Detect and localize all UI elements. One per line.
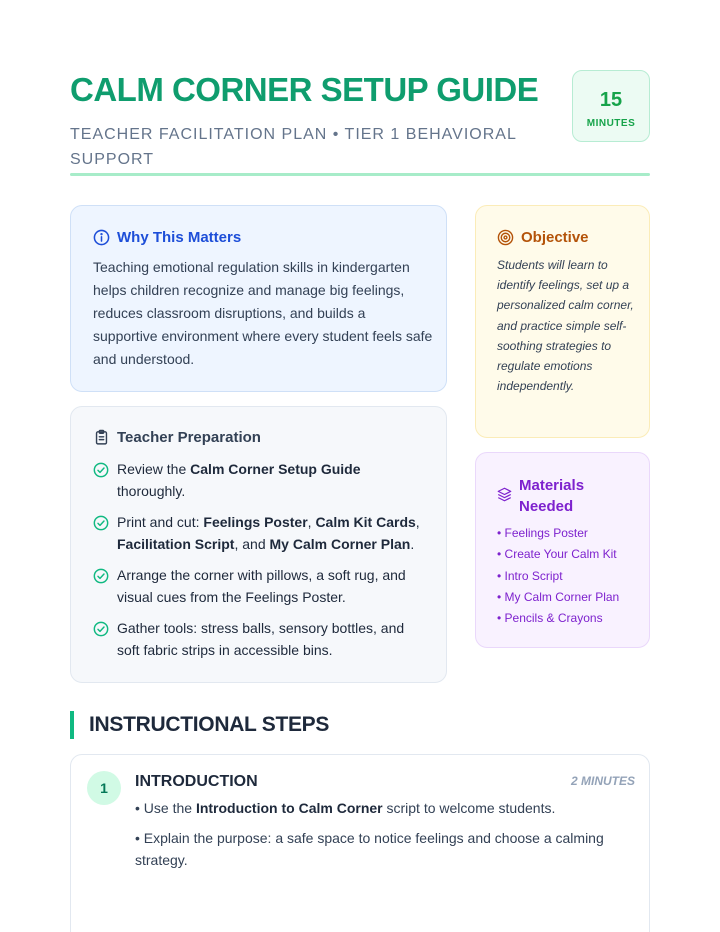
materials-list: [497, 523, 619, 629]
prep-item: [93, 565, 428, 608]
materials-card: [475, 452, 650, 648]
layers-icon: [497, 487, 512, 502]
prep-item-text: [117, 565, 428, 608]
material-item: • Pencils & Crayons: [497, 611, 603, 626]
prep-item-text: [117, 618, 428, 661]
prep-heading: [93, 429, 261, 446]
material-item: • Create Your Calm Kit: [497, 547, 617, 562]
step-time: 2 MINUTES: [570, 774, 635, 788]
text-run: Gather tools: stress balls, sensory bottles, and soft fabric strips in accessible bins.: [117, 620, 405, 658]
check-circle-icon: [93, 515, 109, 531]
why-card: [70, 205, 447, 392]
section-title: INSTRUCTIONAL STEPS: [70, 711, 329, 739]
duration-badge: [572, 70, 650, 142]
text-run: Print and cut:: [117, 514, 204, 530]
text-run: , and: [234, 535, 270, 552]
text-run: Review the: [117, 461, 191, 477]
text-run: ,: [415, 514, 420, 530]
prep-card: [70, 406, 447, 683]
duration-value: 15: [599, 89, 623, 111]
clipboard-icon: [93, 429, 110, 446]
text-run: • Explain the purpose: a safe space to notice feelings and choose a calming strategy.: [135, 830, 604, 868]
info-icon: [93, 229, 110, 246]
check-circle-icon: [93, 568, 109, 584]
bold-text: Calm Kit Cards: [315, 514, 416, 530]
text-run: • Use the: [135, 800, 196, 816]
prep-item-text: [117, 459, 428, 502]
check-circle-icon: [93, 621, 109, 637]
objective-card: [475, 205, 650, 438]
page-subtitle: TEACHER FACILITATION PLAN • TIER 1 BEHAVIORAL SUPPORT: [70, 126, 517, 168]
bold-text: Feelings Poster: [203, 514, 308, 530]
text-run: ,: [307, 514, 316, 530]
step-card: [70, 754, 650, 932]
material-item: • Feelings Poster: [497, 526, 588, 540]
prep-item: [93, 512, 428, 555]
bold-text: My Calm Corner Plan: [269, 535, 411, 552]
step-title: INTRODUCTION: [135, 773, 258, 790]
text-run: script to welcome students.: [382, 800, 556, 816]
materials-title: Materials Needed: [519, 477, 585, 515]
text-run: thoroughly.: [117, 482, 186, 499]
why-body: Teaching emotional regulation skills in kindergarten helps children recognize and manage big feelings, reduces classroom disruptions, and builds a supportive environment where every student feels safe and understood.: [93, 259, 433, 367]
prep-title: Teacher Preparation: [117, 429, 261, 446]
why-title: Why This Matters: [117, 229, 242, 246]
step-number: 1: [87, 771, 121, 805]
check-circle-icon: [93, 462, 109, 478]
material-item: • Intro Script: [497, 568, 563, 583]
materials-heading: [497, 475, 589, 517]
page-title: CALM CORNER SETUP GUIDE: [70, 71, 539, 108]
duration-unit: MINUTES: [586, 118, 636, 129]
header-divider: [70, 173, 650, 176]
bold-text: Introduction to Calm Corner: [195, 800, 383, 816]
prep-list: [93, 459, 428, 671]
step-bullet: [135, 797, 635, 819]
objective-body: Students will learn to identify feelings, set up a personalized calm corner, and practice simple self-soothing strategies to regulate emotions independently.: [497, 258, 634, 394]
prep-item: [93, 459, 428, 502]
objective-heading: [497, 229, 589, 246]
material-item: • My Calm Corner Plan: [497, 589, 620, 604]
step-bullets: [135, 797, 635, 879]
text-run: Arrange the corner with pillows, a soft rug, and visual cues from the Feelings Poster.: [117, 567, 406, 605]
prep-item: [93, 618, 428, 661]
why-heading: [93, 229, 241, 246]
objective-title: Objective: [521, 229, 589, 246]
prep-item-text: [117, 512, 428, 555]
bold-text: Facilitation Script: [117, 535, 235, 552]
text-run: .: [410, 535, 415, 552]
target-icon: [497, 229, 514, 246]
step-bullet: [135, 827, 635, 871]
bold-text: Calm Corner Setup Guide: [190, 461, 361, 477]
page-header: [70, 70, 650, 172]
